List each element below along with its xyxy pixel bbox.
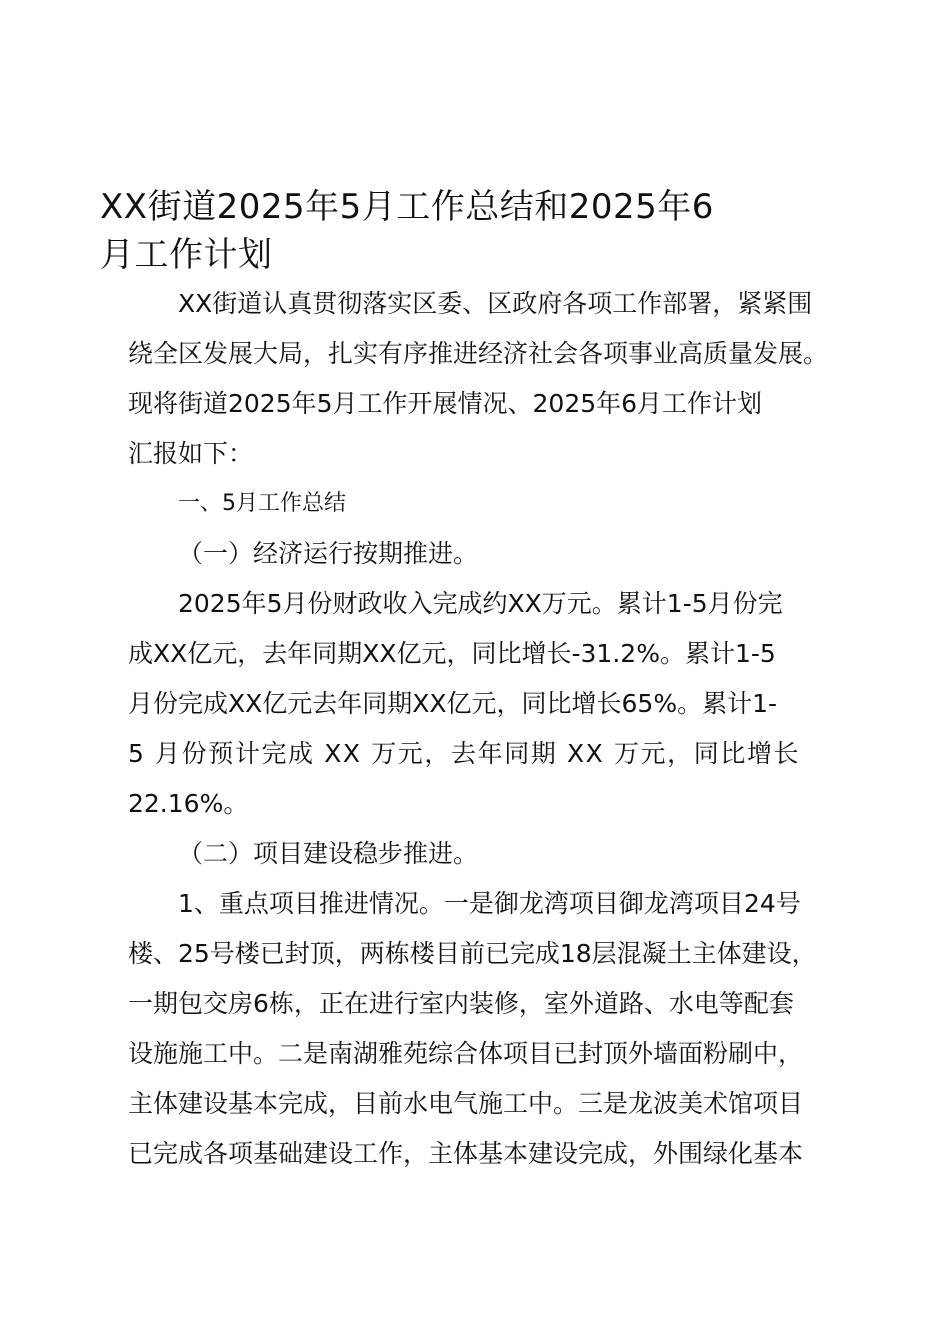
paragraph-line: 主体建设基本完成，目前水电气施工中。三是龙波美术馆项目 xyxy=(128,1089,804,1118)
paragraph-line: 1、重点项目推进情况。一是御龙湾项目御龙湾项目24号 xyxy=(178,889,801,918)
subsection-heading: （一）经济运行按期推进。 xyxy=(178,539,479,568)
paragraph-line: 汇报如下： xyxy=(128,439,254,468)
paragraph-line: 2025年5月份财政收入完成约XX万元。累计1-5月份完 xyxy=(178,589,783,618)
paragraph-line: 一期包交房6栋，正在进行室内装修，室外道路、水电等配套 xyxy=(128,989,794,1018)
paragraph-line: 绕全区发展大局，扎实有序推进经济社会各项事业高质量发展。 xyxy=(128,339,829,368)
paragraph-line: XX街道认真贯彻落实区委、区政府各项工作部署，紧紧围 xyxy=(178,289,813,318)
paragraph-line: 成XX亿元，去年同期XX亿元，同比增长-31.2%。累计1-5 xyxy=(128,639,776,668)
section-heading: 一、5月工作总结 xyxy=(178,491,346,516)
paragraph-line: 楼、25号楼已封顶，两栋楼目前已完成18层混凝土主体建设， xyxy=(128,939,817,968)
paragraph-line: 现将街道2025年5月工作开展情况、2025年6月工作计划 xyxy=(128,389,763,418)
document-title-line-1: XX街道2025年5月工作总结和2025年6 xyxy=(100,187,714,227)
paragraph-line: 22.16%。 xyxy=(128,789,249,818)
paragraph-line: 已完成各项基础建设工作，主体基本建设完成，外围绿化基本 xyxy=(128,1139,804,1168)
paragraph-line: 设施施工中。二是南湖雅苑综合体项目已封顶外墙面粉刷中， xyxy=(128,1039,804,1068)
document-title-line-2: 月工作计划 xyxy=(100,235,273,275)
paragraph-line: 月份完成XX亿元去年同期XX亿元，同比增长65%。累计1- xyxy=(128,689,778,718)
paragraph-line: 5 月份预计完成 XX 万元，去年同期 XX 万元，同比增长 xyxy=(128,739,801,768)
subsection-heading: （二）项目建设稳步推进。 xyxy=(178,839,479,868)
